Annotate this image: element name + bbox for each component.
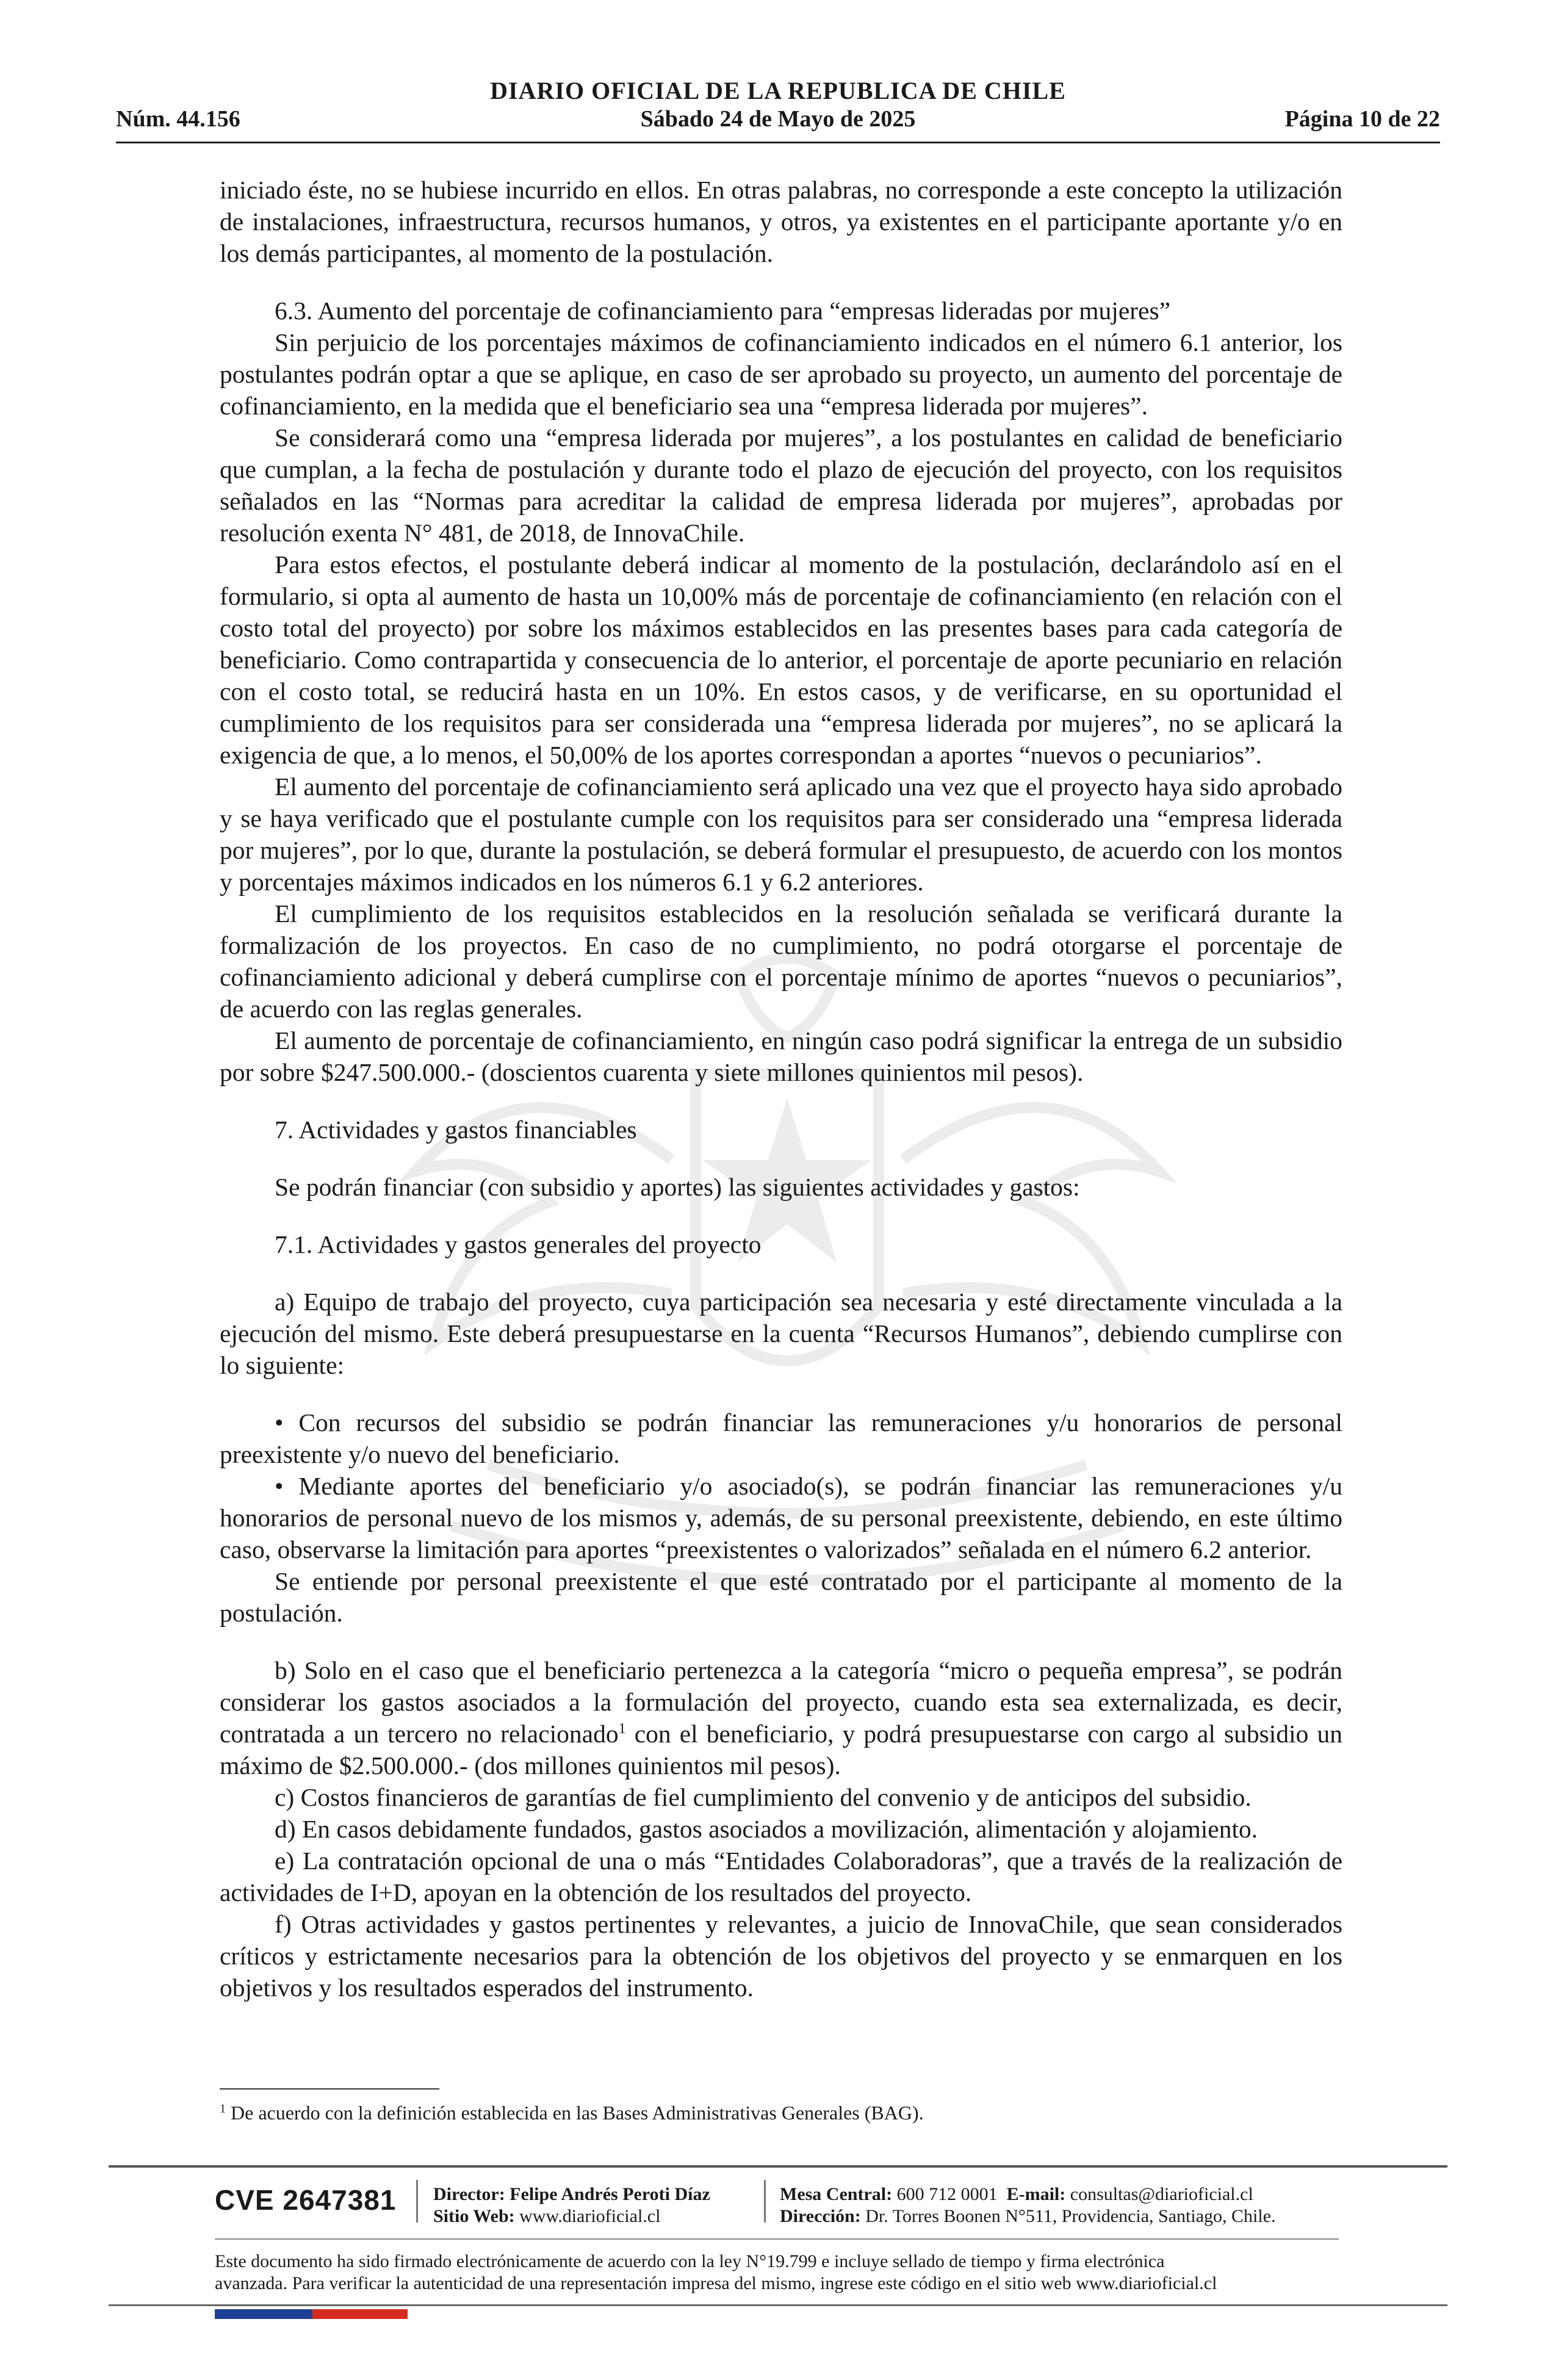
header-divider	[116, 142, 1440, 143]
footer-director-block	[433, 2183, 710, 2227]
list-item-a: a) Equipo de trabajo del proyecto, cuya participación sea necesaria y esté directamente vinculada a la ejecución del mismo. Este deberá presupuestarse en la cuenta “Recursos Humanos”, debiendo cumplirse con lo siguiente:	[220, 1288, 1342, 1379]
paragraph: iniciado éste, no se hubiese incurrido en ellos. En otras palabras, no corresponde a este concepto la utilización de instalaciones, infraestructura, recursos humanos, y otros, ya existentes en el participante aportante y/o en los demás participantes, al momento de la postulación.	[220, 176, 1342, 267]
paragraph: El aumento de porcentaje de cofinanciamiento, en ningún caso podrá significar la entrega de un subsidio por sobre $247.500.000.- (doscientos cuarenta y siete millones quinientos mil pesos).	[220, 1026, 1342, 1086]
footer-separator	[416, 2180, 418, 2223]
section-heading-6-3: 6.3. Aumento del porcentaje de cofinanciamiento para “empresas lideradas por mujeres”	[275, 297, 1171, 325]
flag-stripe-red	[312, 2309, 408, 2319]
address-value: Dr. Torres Boonen N°511, Providencia, Santiago, Chile.	[860, 2206, 1276, 2226]
list-item-f: f) Otras actividades y gastos pertinentes y relevantes, a juicio de InnovaChile, que sean considerados críticos y estrictamente necesarios para la obtención de los objetivos del proyecto y se enmarquen en los objetivos y los resultados esperados del instrumento.	[220, 1910, 1342, 2002]
paragraph: El aumento del porcentaje de cofinanciamiento será aplicado una vez que el proyecto haya sido aprobado y se haya verificado que el postulante cumple con los requisitos para ser considerado una “empresa liderada por mujeres”, por lo que, durante la postulación, se deberá formular el presupuesto, de acuerdo con los montos y porcentajes máximos indicados en los números 6.1 y 6.2 anteriores.	[220, 773, 1342, 896]
gazette-title: DIARIO OFICIAL DE LA REPUBLICA DE CHILE	[490, 77, 1066, 104]
paragraph: Sin perjuicio de los porcentajes máximos de cofinanciamiento indicados en el número 6.1 anterior, los postulantes podrán optar a que se aplique, en caso de ser aprobado su proyecto, un aumento del porcentaje de cofinanciamiento, en la medida que el beneficiario sea una “empresa liderada por mujeres”.	[220, 328, 1342, 420]
flag-stripe-blue	[215, 2309, 312, 2319]
address-label: Dirección:	[780, 2206, 861, 2226]
paragraph: Se considerará como una “empresa liderada por mujeres”, a los postulantes en calidad de beneficiario que cumplan, a la fecha de postulación y durante todo el plazo de ejecución del proyecto, con los requisitos señalados en las “Normas para acreditar la calidad de empresa liderada por mujeres”, aprobadas por resolución exenta N° 481, de 2018, de InnovaChile.	[220, 424, 1342, 547]
list-item-e: e) La contratación opcional de una o más “Entidades Colaboradoras”, que a través de la realización de actividades de I+D, apoyan en la obtención de los resultados del proyecto.	[220, 1847, 1342, 1906]
list-item-b-text-cont: con el beneficiario, y podrá presupuestarse con cargo al subsidio un máximo de $2.500.000.- (dos millones quinientos mil pesos).	[220, 1720, 1342, 1780]
footer-divider-thin	[215, 2238, 1339, 2240]
section-heading-7-1: 7.1. Actividades y gastos generales del proyecto	[275, 1230, 762, 1258]
legal-notice	[215, 2251, 1374, 2295]
document-body	[220, 174, 1342, 2003]
list-item-b	[220, 1654, 1342, 1781]
page-number: Página 10 de 22	[1284, 106, 1440, 132]
list-item-c: c) Costos financieros de garantías de fiel cumplimiento del convenio y de anticipos del subsidio.	[275, 1783, 1252, 1811]
paragraph: Se podrán financiar (con subsidio y aportes) las siguientes actividades y gastos:	[275, 1173, 1080, 1201]
list-item-d: d) En casos debidamente fundados, gastos asociados a movilización, alimentación y alojamiento.	[275, 1815, 1258, 1843]
site-label: Sitio Web:	[433, 2206, 515, 2226]
legal-line-2: avanzada. Para verificar la autenticidad de una representación impresa del mismo, ingrese este código en el sitio web www.diarioficial.cl	[215, 2273, 1217, 2293]
director-name: Felipe Andrés Peroti Díaz	[505, 2184, 710, 2204]
mesa-label: Mesa Central:	[780, 2184, 893, 2204]
cve-code: CVE 2647381	[215, 2184, 397, 2216]
email-label: E-mail:	[1006, 2184, 1066, 2204]
site-link[interactable]: www.diarioficial.cl	[514, 2206, 661, 2226]
footer-contact-block	[780, 2183, 1276, 2227]
section-heading-7: 7. Actividades y gastos financiables	[275, 1116, 637, 1144]
paragraph: El cumplimiento de los requisitos establecidos en la resolución señalada se verificará durante la formalización de los proyectos. En caso de no cumplimiento, no podrá otorgarse el porcentaje de cofinanciamiento adicional y deberá cumplirse con el porcentaje mínimo de aportes “nuevos o pecuniarios”, de acuerdo con las reglas generales.	[220, 900, 1342, 1023]
footnote-divider	[220, 2088, 439, 2090]
mesa-phone: 600 712 0001	[892, 2184, 998, 2204]
footnote-mark: 1	[220, 2102, 226, 2116]
footer-separator	[764, 2180, 766, 2223]
bullet-item: • Con recursos del subsidio se podrán financiar las remuneraciones y/u honorarios de personal preexistente y/o nuevo del beneficiario.	[220, 1408, 1342, 1468]
footer-bottom-rule	[109, 2304, 1447, 2306]
bullet-item: • Mediante aportes del beneficiario y/o asociado(s), se podrán financiar las remuneraciones y/u honorarios de personal nuevo de los mismos y, además, de su personal preexistente, debiendo, en este último caso, observarse la limitación para aportes “preexistentes o valorizados” señalada en el número 6.2 anterior.	[220, 1472, 1342, 1563]
footer-divider	[109, 2165, 1447, 2168]
paragraph: Se entiende por personal preexistente el que esté contratado por el participante al momento de la postulación.	[220, 1567, 1342, 1627]
page-header	[116, 76, 1440, 143]
issue-number: Núm. 44.156	[116, 106, 240, 132]
footnote-reference: 1	[618, 1721, 626, 1737]
footnote	[220, 2101, 1342, 2125]
list-item-b-text: b) Solo en el caso que el beneficiario pertenezca a la categoría “micro o pequeña empresa”, se podrán considerar los gastos asociados a la formulación del proyecto, cuando esta sea externalizada, es decir, contratada a un tercero no relacionado	[220, 1656, 1342, 1748]
paragraph: Para estos efectos, el postulante deberá indicar al momento de la postulación, declarándolo así en el formulario, si opta al aumento de hasta un 10,00% más de porcentaje de cofinanciamiento (en relación con el costo total del proyecto) por sobre los máximos establecidos en las presentes bases para cada categoría de beneficiario. Como contrapartida y consecuencia de lo anterior, el porcentaje de aporte pecuniario en relación con el costo total, se reducirá hasta en un 10%. En estos casos, y de verificarse, en su oportunidad el cumplimiento de los requisitos para ser considerada una “empresa liderada por mujeres”, no se aplicará la exigencia de que, a lo menos, el 50,00% de los aportes correspondan a aportes “nuevos o pecuniarios”.	[220, 550, 1342, 769]
footnote-text: De acuerdo con la definición establecida en las Bases Administrativas Generales (BAG).	[226, 2102, 924, 2124]
director-label: Director:	[433, 2184, 505, 2204]
legal-line-1: Este documento ha sido firmado electrónicamente de acuerdo con la ley N°19.799 e incluye sellado de tiempo y firma electrónica	[215, 2251, 1165, 2271]
email-link[interactable]: consultas@diarioficial.cl	[1065, 2184, 1253, 2204]
issue-date: Sábado 24 de Mayo de 2025	[640, 106, 916, 132]
